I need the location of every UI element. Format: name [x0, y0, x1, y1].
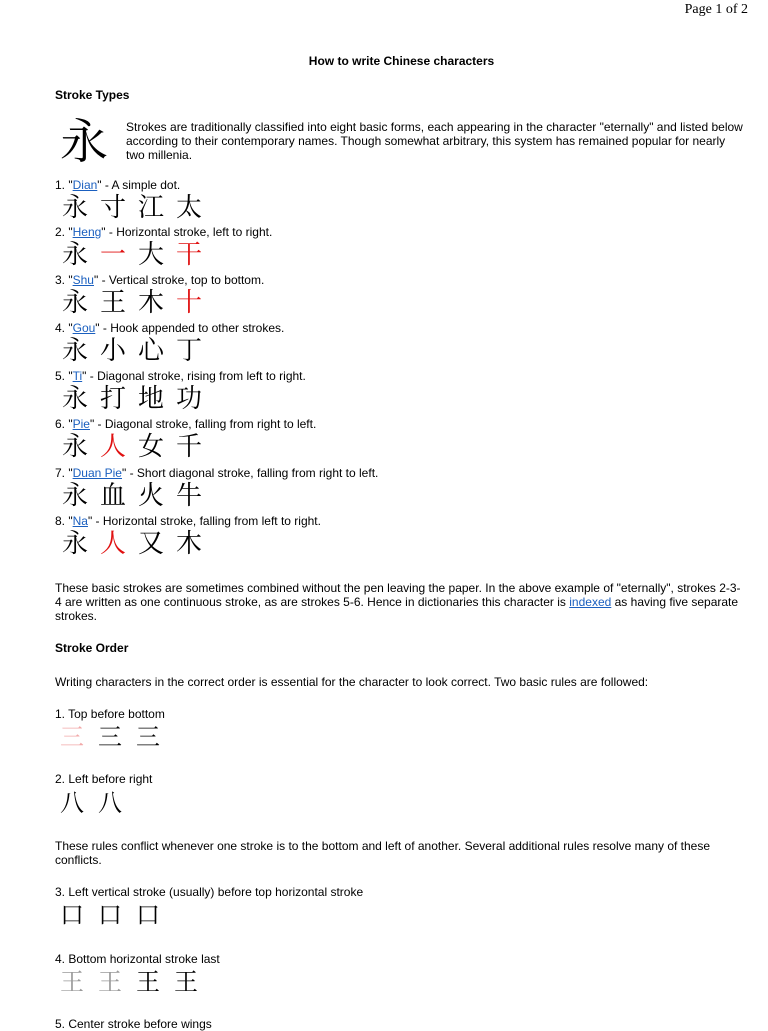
section-heading-stroke-order: Stroke Order [55, 641, 129, 655]
stroke-item-2: 2. "Heng" - Horizontal stroke, left to right. [55, 225, 273, 239]
example-char: 小 [100, 336, 127, 366]
stroke-examples-7 [62, 481, 202, 511]
example-char: 火 [138, 481, 165, 511]
stroke-types-intro: Strokes are traditionally classified into eight basic forms, each appearing in the character "eternally" and listed below according to their contemporary names. Though somewhat arbitrary, this system has remained popular for nearly two millenia. [126, 120, 743, 162]
example-char: 木 [138, 288, 165, 318]
example-char: 永 [62, 529, 89, 559]
example-char: 心 [138, 336, 165, 366]
example-char: 江 [138, 193, 165, 223]
rule-1-label: 1. Top before bottom [55, 707, 165, 721]
example-char: 王 [98, 968, 122, 996]
stroke-item-4: 4. "Gou" - Hook appended to other strokes. [55, 321, 285, 335]
rule-3-examples [60, 901, 160, 929]
example-char: 地 [138, 384, 165, 414]
example-char: 又 [138, 529, 165, 559]
example-char: 永 [62, 384, 89, 414]
stroke-item-1: 1. "Dian" - A simple dot. [55, 178, 181, 192]
stroke-item-8: 8. "Na" - Horizontal stroke, falling from left to right. [55, 514, 321, 528]
stroke-examples-4 [62, 336, 202, 366]
example-char: 十 [176, 288, 203, 318]
stroke-item-7: 7. "Duan Pie" - Short diagonal stroke, falling from right to left. [55, 466, 379, 480]
rule-4-label: 4. Bottom horizontal stroke last [55, 952, 220, 966]
example-char: 永 [62, 288, 89, 318]
example-char: 八 [98, 789, 122, 817]
example-char: 永 [62, 481, 89, 511]
stroke-link-na[interactable]: Na [72, 514, 88, 528]
stroke-link-heng[interactable]: Heng [72, 225, 102, 239]
combined-strokes-paragraph: These basic strokes are sometimes combined without the pen leaving the paper. In the above example of "eternally", strokes 2-3-4 are written as one continuous stroke, as are strokes 5-6. Hence in dictionaries this character is indexed as having five separate strokes. [55, 581, 741, 623]
example-char: 牛 [176, 481, 203, 511]
rule-4-examples [60, 968, 198, 996]
example-char: 口 [60, 901, 84, 929]
example-char: 三 [136, 723, 160, 751]
section-heading-stroke-types: Stroke Types [55, 88, 130, 102]
example-char: 打 [100, 384, 127, 414]
example-char: 女 [138, 432, 165, 462]
stroke-examples-1 [62, 193, 202, 223]
rule-2-examples [60, 789, 122, 817]
example-char: 永 [62, 193, 89, 223]
example-char: 寸 [100, 193, 127, 223]
example-char: 八 [60, 789, 84, 817]
rules-conflict-paragraph: These rules conflict whenever one stroke is to the bottom and left of another. Several additional rules resolve many of these conflicts. [55, 839, 711, 867]
example-char: 王 [60, 968, 84, 996]
example-char: 干 [176, 240, 203, 270]
example-char: 人 [100, 529, 127, 559]
example-char: 三 [60, 723, 84, 751]
stroke-examples-8 [62, 529, 202, 559]
example-char: 太 [176, 193, 203, 223]
example-char: 王 [100, 288, 127, 318]
example-char: 口 [98, 901, 122, 929]
page-title: How to write Chinese characters [308, 54, 495, 68]
eternally-character: 永 [60, 114, 109, 170]
example-char: 永 [62, 432, 89, 462]
stroke-link-duan-pie[interactable]: Duan Pie [72, 466, 122, 480]
stroke-examples-2 [62, 240, 202, 270]
stroke-link-ti[interactable]: Ti [72, 369, 83, 383]
indexed-link[interactable]: indexed [569, 595, 612, 609]
stroke-link-pie[interactable]: Pie [72, 417, 90, 431]
example-char: 丁 [176, 336, 203, 366]
example-char: 永 [62, 336, 89, 366]
stroke-item-6: 6. "Pie" - Diagonal stroke, falling from right to left. [55, 417, 317, 431]
rule-3-label: 3. Left vertical stroke (usually) before top horizontal stroke [55, 885, 364, 899]
stroke-item-5: 5. "Ti" - Diagonal stroke, rising from left to right. [55, 369, 306, 383]
example-char: 人 [100, 432, 127, 462]
example-char: 口 [136, 901, 160, 929]
example-char: 王 [136, 968, 160, 996]
stroke-examples-6 [62, 432, 202, 462]
stroke-examples-3 [62, 288, 202, 318]
stroke-link-gou[interactable]: Gou [72, 321, 96, 335]
example-char: 王 [174, 968, 198, 996]
example-char: 大 [138, 240, 165, 270]
example-char: 一 [100, 240, 127, 270]
rule-5-label: 5. Center stroke before wings [55, 1017, 212, 1031]
stroke-examples-5 [62, 384, 202, 414]
stroke-order-intro: Writing characters in the correct order is essential for the character to look correct. Two basic rules are followed: [55, 675, 649, 689]
example-char: 三 [98, 723, 122, 751]
stroke-item-3: 3. "Shu" - Vertical stroke, top to bottom. [55, 273, 265, 287]
example-char: 血 [100, 481, 127, 511]
rule-2-label: 2. Left before right [55, 772, 153, 786]
page-indicator: Page 1 of 2 [684, 2, 748, 17]
rule-1-examples [60, 723, 160, 751]
example-char: 木 [176, 529, 203, 559]
example-char: 永 [62, 240, 89, 270]
stroke-link-dian[interactable]: Dian [72, 178, 98, 192]
stroke-link-shu[interactable]: Shu [72, 273, 94, 287]
example-char: 千 [176, 432, 203, 462]
example-char: 功 [176, 384, 203, 414]
